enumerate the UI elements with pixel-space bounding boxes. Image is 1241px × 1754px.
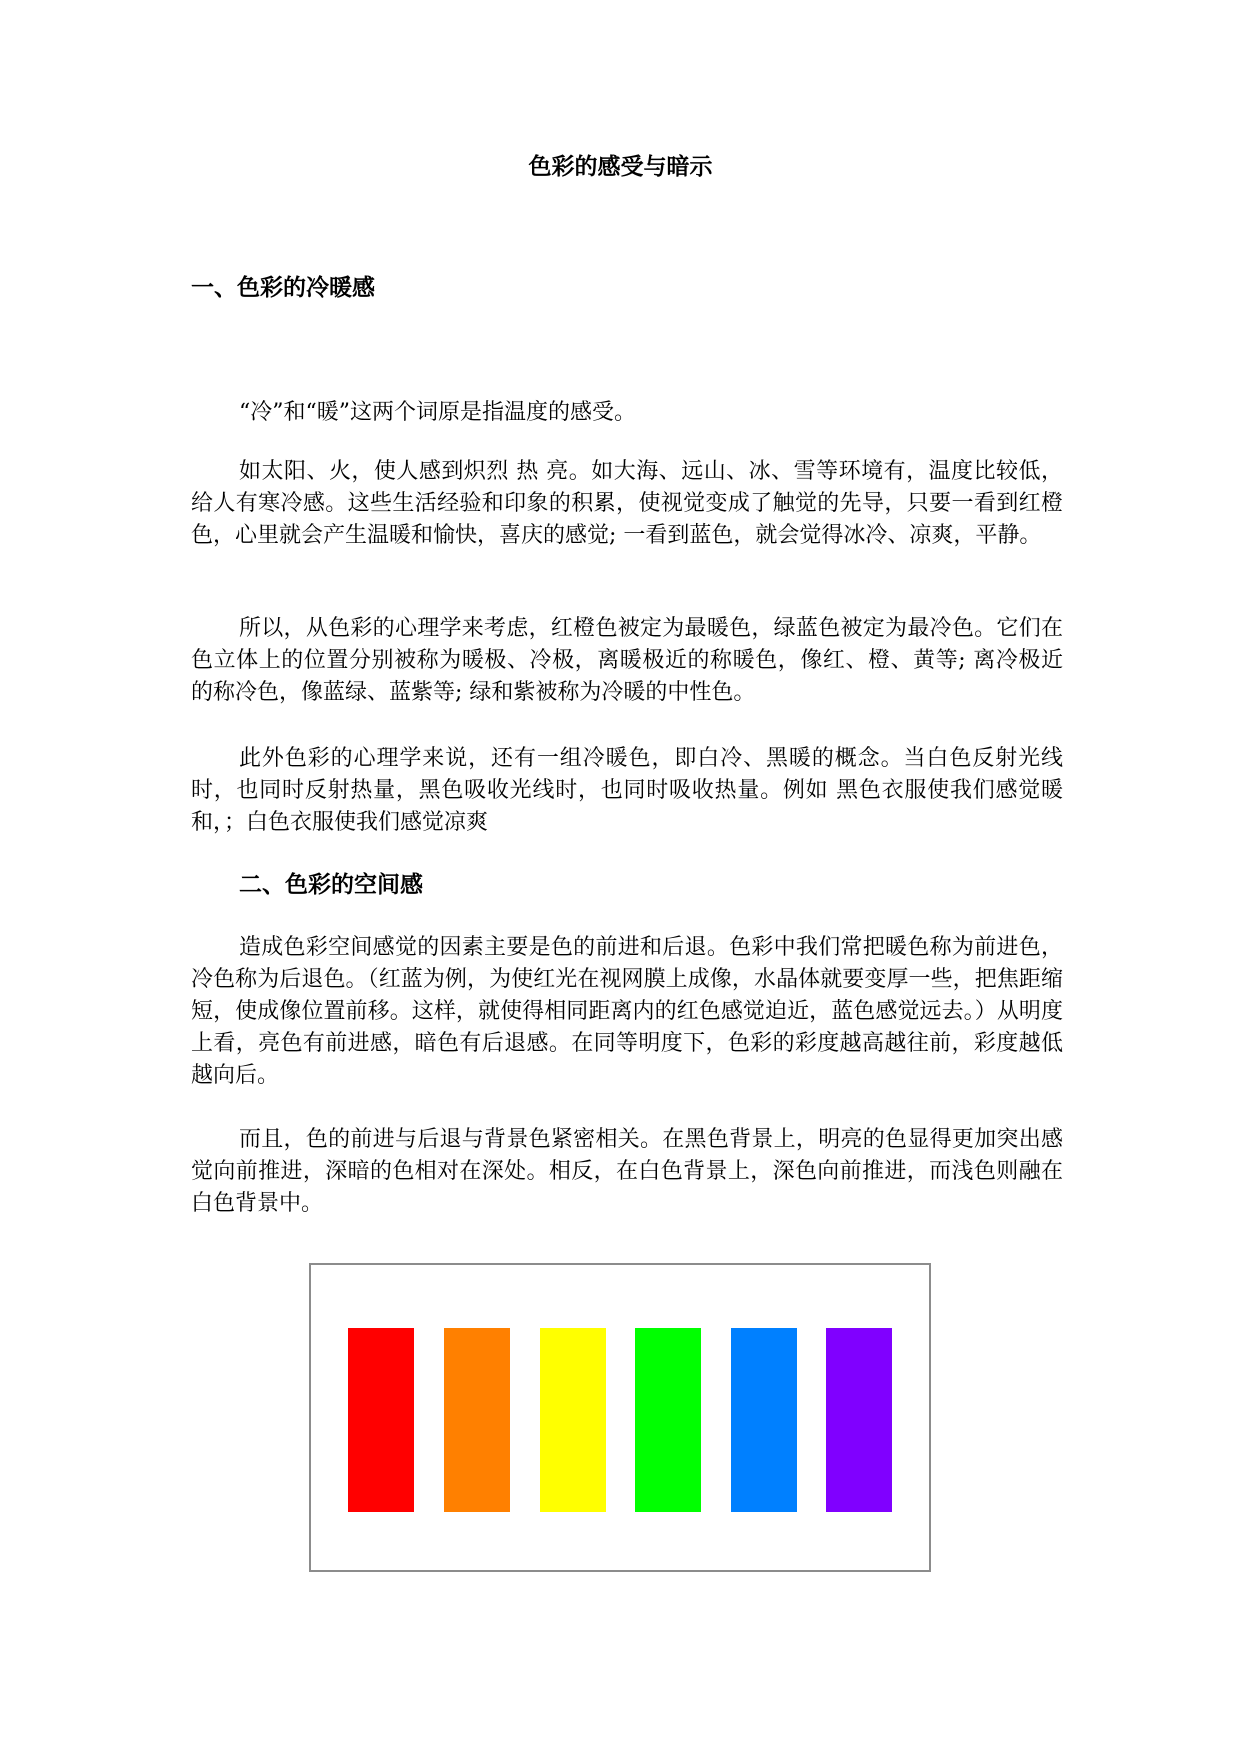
section-heading-warm-cool: 一、色彩的冷暖感 (191, 275, 375, 301)
violet-swatch (826, 1328, 892, 1512)
paragraph: “冷”和“暖”这两个词原是指温度的感受。 (239, 400, 636, 425)
section-heading-space: 二、色彩的空间感 (239, 872, 423, 898)
paragraph: 而且，色的前进与后退与背景色紧密相关。在黑色背景上，明亮的色显得更加突出感觉向前推进，深暗的色相对在深处。相反，在白色背景上，深色向前推进，而浅色则融在白色背景中。 (191, 1127, 1063, 1216)
color-swatch-figure (309, 1263, 931, 1572)
paragraph: 造成色彩空间感觉的因素主要是色的前进和后退。色彩中我们常把暖色称为前进色，冷色称为后退色。（红蓝为例，为使红光在视网膜上成像，水晶体就要变厚一些，把焦距缩短，使成像位置前移。这样，就使得相同距离内的红色感觉迫近，蓝色感觉远去。）从明度上看，亮色有前进感，暗色有后退感。在同等明度下，色彩的彩度越高越往前，彩度越低越向后。 (191, 935, 1063, 1088)
page-title: 色彩的感受与暗示 (528, 154, 713, 180)
paragraph: 如太阳、火，使人感到炽烈 热 亮。如大海、远山、冰、雪等环境有，温度比较低，给人有寒冷感。这些生活经验和印象的积累，使视觉变成了触觉的先导，只要一看到红橙色，心里就会产生温暖和愉快，喜庆的感觉; 一看到蓝色，就会觉得冰冷、凉爽，平静。 (191, 459, 1063, 548)
blue-swatch (731, 1328, 797, 1512)
red-swatch (348, 1328, 414, 1512)
green-swatch (635, 1328, 701, 1512)
yellow-swatch (540, 1328, 606, 1512)
paragraph: 此外色彩的心理学来说，还有一组冷暖色，即白冷、黑暖的概念。当白色反射光线时，也同时反射热量，黑色吸收光线时，也同时吸收热量。例如 黑色衣服使我们感觉暖和，；白色衣服使我们感觉凉爽 (191, 746, 1063, 835)
orange-swatch (444, 1328, 510, 1512)
paragraph: 所以，从色彩的心理学来考虑，红橙色被定为最暖色，绿蓝色被定为最冷色。它们在色立体上的位置分别被称为暖极、冷极，离暖极近的称暖色，像红、橙、黄等; 离冷极近的称冷色，像蓝绿、蓝紫等; 绿和紫被称为冷暖的中性色。 (191, 616, 1063, 705)
